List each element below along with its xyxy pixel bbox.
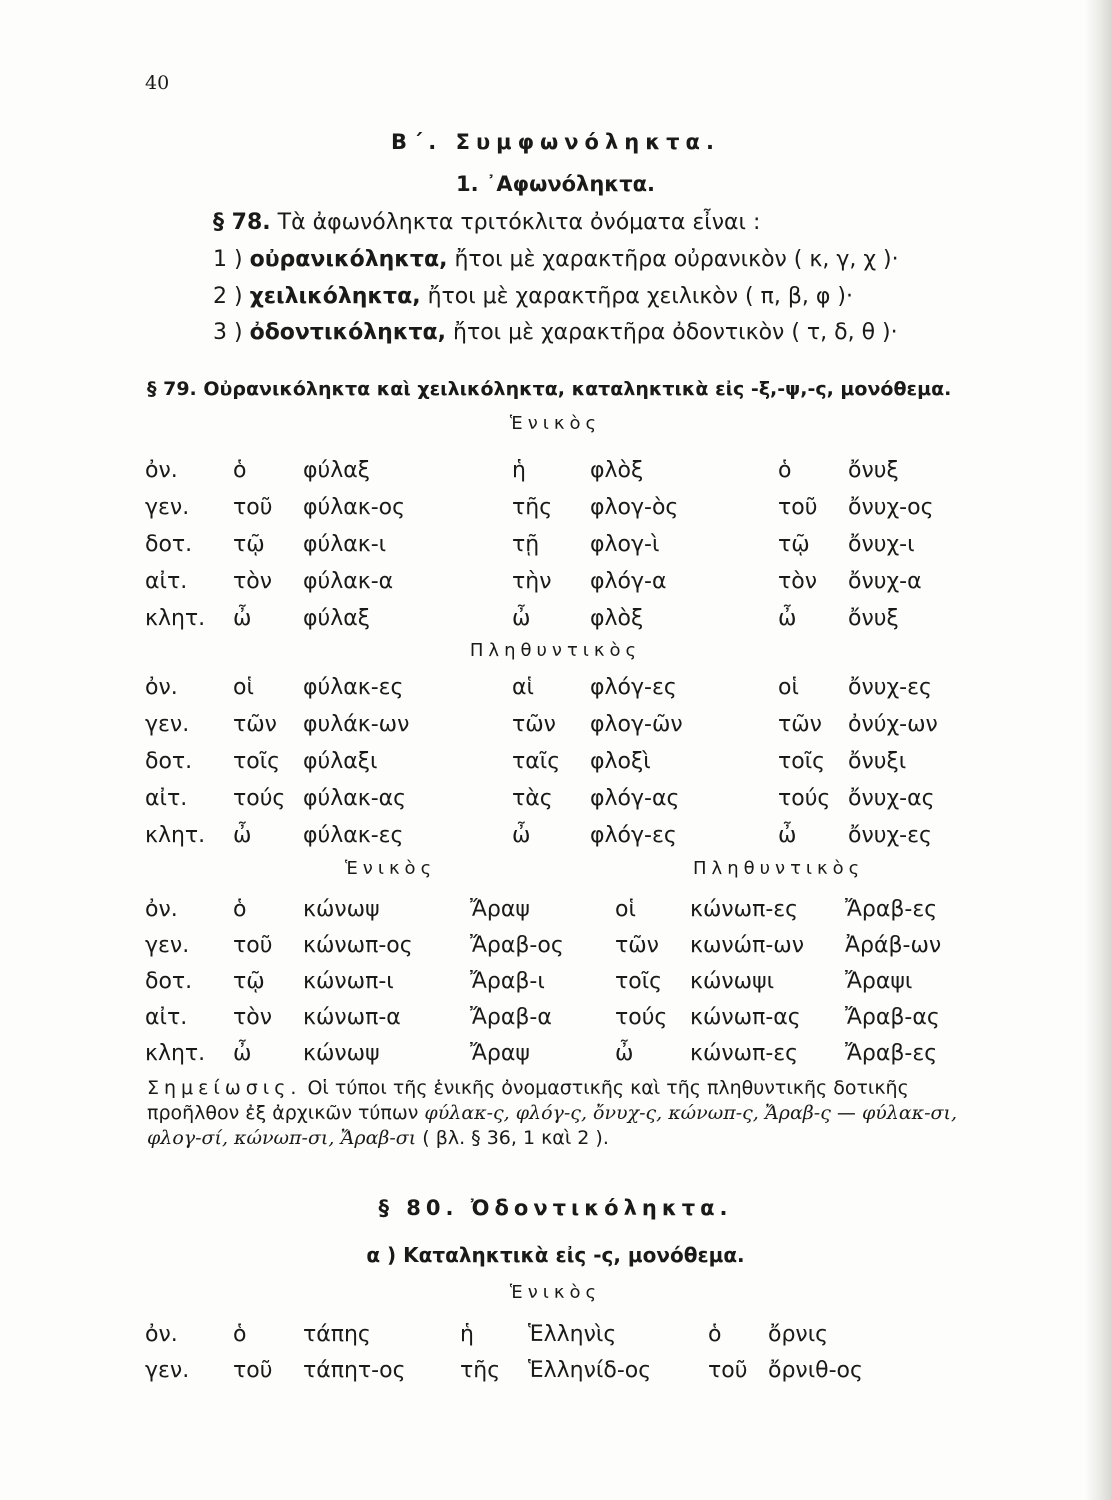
page-edge-shadow bbox=[1085, 0, 1111, 1500]
case-label: δοτ. bbox=[145, 969, 193, 994]
word-form: φύλαξ bbox=[303, 606, 371, 631]
case-label: αἰτ. bbox=[145, 569, 188, 594]
word-form: Ἑλληνίδ-ος bbox=[528, 1358, 652, 1383]
note bbox=[147, 1076, 977, 1151]
article: τοῦ bbox=[708, 1358, 748, 1383]
word-form: φλόγ-ες bbox=[590, 675, 677, 700]
article: ὁ bbox=[778, 458, 792, 483]
article: κώνωπ-ες bbox=[690, 1041, 799, 1066]
article: Ἄραψ bbox=[470, 1041, 530, 1066]
article: Ἄραβ-α bbox=[470, 1005, 552, 1030]
article: τοῦ bbox=[778, 495, 818, 520]
article: τούς bbox=[233, 786, 286, 811]
article: κώνωψι bbox=[690, 969, 775, 994]
article: τῷ bbox=[233, 969, 265, 994]
word-form: φλὸξ bbox=[590, 606, 644, 631]
word-form: κώνωπ-ος bbox=[303, 933, 413, 958]
word-form: ὄνυχ-ας bbox=[848, 786, 935, 811]
word-form: Ἀράβ-ων bbox=[845, 933, 942, 958]
item-text: ἤτοι μὲ χαρακτῆρα χειλικὸν ( π, β, φ )· bbox=[427, 284, 853, 309]
case-label: γεν. bbox=[145, 495, 190, 520]
s78-intro bbox=[213, 210, 760, 235]
article: ὁ bbox=[708, 1322, 722, 1347]
word-form: φύλακ-ι bbox=[303, 532, 387, 557]
item-term: οὐρανικόληκτα, bbox=[249, 247, 448, 272]
article: αἱ bbox=[512, 675, 534, 700]
case-label: αἰτ. bbox=[145, 786, 188, 811]
chapter-heading: Β΄. Συμφωνόληκτα. bbox=[391, 130, 720, 154]
article: τὴν bbox=[512, 569, 552, 594]
word-form: φύλακ-ας bbox=[303, 786, 407, 811]
item-number: 3 ) bbox=[213, 320, 243, 345]
article: οἱ bbox=[233, 675, 254, 700]
article: τοῦ bbox=[233, 1358, 273, 1383]
word-form: Ἄραβ-ας bbox=[845, 1005, 940, 1030]
word-form: φλογ-ὸς bbox=[590, 495, 679, 520]
word-form: ὄνυχ-α bbox=[848, 569, 922, 594]
word-form: φλὸξ bbox=[590, 458, 644, 483]
word-form: Ἄραβ-ες bbox=[845, 897, 938, 922]
case-label: δοτ. bbox=[145, 532, 193, 557]
word-form: φύλακ-ος bbox=[303, 495, 406, 520]
article: Ἄραβ-ι bbox=[470, 969, 545, 994]
word-form: φλόγ-α bbox=[590, 569, 667, 594]
word-form: τάπης bbox=[303, 1322, 371, 1347]
word-form: Ἑλληνὶς bbox=[528, 1322, 617, 1347]
word-form: ὄνυξι bbox=[848, 749, 907, 774]
article: κώνωπ-ες bbox=[690, 897, 799, 922]
article: τούς bbox=[778, 786, 831, 811]
word-form: φύλακ-α bbox=[303, 569, 394, 594]
case-label: κλητ. bbox=[145, 823, 206, 848]
case-label: ὀν. bbox=[145, 1322, 178, 1347]
word-form: τοῖς bbox=[615, 969, 663, 994]
s78-item-3 bbox=[213, 320, 898, 345]
case-label: κλητ. bbox=[145, 1041, 206, 1066]
word-form: φύλαξ bbox=[303, 458, 371, 483]
word-form: ὄνυχ-ες bbox=[848, 823, 932, 848]
article: τοῖς bbox=[778, 749, 826, 774]
article: ὦ bbox=[512, 823, 531, 848]
word-form: οἱ bbox=[615, 897, 636, 922]
table2-plural-label: Πληθυντικὸς bbox=[693, 858, 865, 879]
s78-item-2 bbox=[213, 284, 853, 309]
word-form: φλογ-ὶ bbox=[590, 532, 660, 557]
s80-heading: § 80. Ὀδοντικόληκτα. bbox=[378, 1196, 733, 1220]
note-label: Σημείωσις. bbox=[147, 1077, 302, 1099]
case-label: γεν. bbox=[145, 1358, 190, 1383]
word-form: κώνωπ-α bbox=[303, 1005, 401, 1030]
case-label: γεν. bbox=[145, 712, 190, 737]
note-text-1: Οἱ τύποι τῆς ἑνικῆς ὀνομαστικῆς καὶ τῆς πληθυντικῆς δοτικῆς προῆλθον ἐξ ἀρχικῶν τύπων bbox=[147, 1077, 909, 1124]
case-label: ὀν. bbox=[145, 897, 178, 922]
word-form: ὦ bbox=[615, 1041, 634, 1066]
article: ὦ bbox=[233, 823, 252, 848]
note-forms-1: φύλακ-ς, φλόγ-ς, ὄνυχ-ς, κώνωπ-ς, Ἄραβ-ς bbox=[424, 1102, 831, 1124]
word-form: ὄρνις bbox=[768, 1322, 829, 1347]
item-number: 1 ) bbox=[213, 247, 243, 272]
word-form: ὄνυξ bbox=[848, 606, 899, 631]
s78-item-1 bbox=[213, 247, 899, 272]
case-label: ὀν. bbox=[145, 675, 178, 700]
article: ὦ bbox=[233, 1041, 252, 1066]
article: τῶν bbox=[233, 712, 277, 737]
article: Ἄραβ-ος bbox=[470, 933, 564, 958]
word-form: ὀνύχ-ων bbox=[848, 712, 938, 737]
article: τὰς bbox=[512, 786, 553, 811]
case-label: δοτ. bbox=[145, 749, 193, 774]
s79-heading: § 79. Οὐρανικόληκτα καὶ χειλικόληκτα, καταληκτικὰ εἰς -ξ,-ψ,-ς, μονόθεμα. bbox=[147, 378, 952, 400]
article: Ἄραψ bbox=[470, 897, 530, 922]
word-form: κώνωψ bbox=[303, 1041, 380, 1066]
article: ὁ bbox=[233, 897, 247, 922]
word-form: φλοξὶ bbox=[590, 749, 651, 774]
singular-label: Ἑνικὸς bbox=[509, 413, 602, 434]
section-subheading: 1. ᾽Αφωνόληκτα. bbox=[455, 172, 656, 196]
word-form: ὄνυχ-ες bbox=[848, 675, 932, 700]
word-form: τούς bbox=[615, 1005, 668, 1030]
case-label: ὀν. bbox=[145, 458, 178, 483]
article: τῇ bbox=[512, 532, 540, 557]
article: ὦ bbox=[512, 606, 531, 631]
s80-singular-label: Ἑνικὸς bbox=[509, 1282, 602, 1303]
article: οἱ bbox=[778, 675, 799, 700]
word-form: κώνωψ bbox=[303, 897, 380, 922]
word-form: φλόγ-ας bbox=[590, 786, 680, 811]
word-form: φλόγ-ες bbox=[590, 823, 677, 848]
article: ἡ bbox=[460, 1322, 474, 1347]
word-form: ὄρνιθ-ος bbox=[768, 1358, 863, 1383]
article: ταῖς bbox=[512, 749, 561, 774]
article: ὁ bbox=[233, 1322, 247, 1347]
note-forms-2: φύλακ-σι, φλογ-σί, κώνωπ-σι, Ἄραβ-σι bbox=[147, 1102, 958, 1149]
word-form: ὄνυχ-ι bbox=[848, 532, 915, 557]
article: τὸν bbox=[233, 1005, 272, 1030]
article: τῷ bbox=[778, 532, 810, 557]
word-form: ὄνυξ bbox=[848, 458, 899, 483]
article: κώνωπ-ας bbox=[690, 1005, 801, 1030]
article: τὸν bbox=[778, 569, 817, 594]
case-label: γεν. bbox=[145, 933, 190, 958]
article: τὸν bbox=[233, 569, 272, 594]
word-form: φυλάκ-ων bbox=[303, 712, 410, 737]
article: ὦ bbox=[778, 606, 797, 631]
article: τῆς bbox=[460, 1358, 501, 1383]
article: τοῦ bbox=[233, 495, 273, 520]
article: κωνώπ-ων bbox=[690, 933, 804, 958]
item-term: χειλικόληκτα, bbox=[249, 284, 421, 309]
note-text-2: — bbox=[836, 1102, 856, 1124]
table2-singular-label: Ἑνικὸς bbox=[345, 858, 437, 879]
item-term: ὀδοντικόληκτα, bbox=[249, 320, 446, 345]
s80-subheading: α ) Καταληκτικὰ εἰς -ς, μονόθεμα. bbox=[366, 1243, 745, 1267]
word-form: φλογ-ῶν bbox=[590, 712, 683, 737]
article: ὦ bbox=[233, 606, 252, 631]
article: τῶν bbox=[778, 712, 822, 737]
article: τῶν bbox=[512, 712, 556, 737]
item-text: ἤτοι μὲ χαρακτῆρα οὐρανικὸν ( κ, γ, χ )· bbox=[454, 247, 899, 272]
article: τοῦ bbox=[233, 933, 273, 958]
item-number: 2 ) bbox=[213, 284, 243, 309]
item-text: ἤτοι μὲ χαρακτῆρα ὀδοντικὸν ( τ, δ, θ )· bbox=[453, 320, 898, 345]
article: ἡ bbox=[512, 458, 526, 483]
word-form: τάπητ-ος bbox=[303, 1358, 406, 1383]
word-form: Ἄραβ-ες bbox=[845, 1041, 938, 1066]
note-text-3: ( βλ. § 36, 1 καὶ 2 ). bbox=[422, 1127, 609, 1149]
article: ὁ bbox=[233, 458, 247, 483]
article: τῆς bbox=[512, 495, 553, 520]
page-number: 40 bbox=[145, 72, 170, 94]
s78-text: Τὰ ἀφωνόληκτα τριτόκλιτα ὀνόματα εἶναι : bbox=[277, 210, 761, 235]
article: ὦ bbox=[778, 823, 797, 848]
word-form: τῶν bbox=[615, 933, 659, 958]
article: τῷ bbox=[233, 532, 265, 557]
word-form: ὄνυχ-ος bbox=[848, 495, 934, 520]
word-form: φύλακ-ες bbox=[303, 675, 404, 700]
plural-label: Πληθυντικὸς bbox=[469, 640, 642, 661]
word-form: φύλακ-ες bbox=[303, 823, 404, 848]
case-label: κλητ. bbox=[145, 606, 206, 631]
word-form: φύλαξι bbox=[303, 749, 378, 774]
case-label: αἰτ. bbox=[145, 1005, 188, 1030]
word-form: Ἄραψι bbox=[845, 969, 913, 994]
s78-label: § 78. bbox=[213, 210, 271, 235]
word-form: κώνωπ-ι bbox=[303, 969, 394, 994]
article: τοῖς bbox=[233, 749, 281, 774]
